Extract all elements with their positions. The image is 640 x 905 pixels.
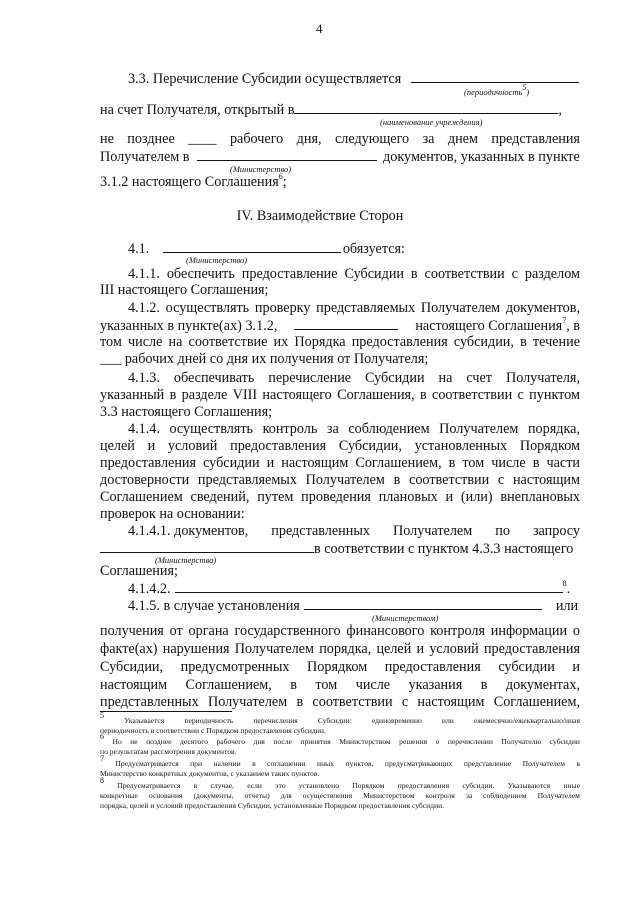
clause-4-1-4-line-2: целей и условий предоставления Субсидии, установленных Порядком (100, 438, 580, 454)
clause-4-1-3-line-2: указанный в разделе VIII настоящего Соглашения, в соответствии с пунктом (100, 387, 580, 403)
ministry-caption: (Министерство) (186, 255, 248, 265)
footnote-7-line-1: $^7$ Предусматривается при наличии в соглашении иных пунктов, предусматривающих представление Получателем в (100, 754, 580, 768)
section-heading: IV. Взаимодействие Сторон (236, 208, 404, 224)
clause-4-1-2-line-2: указанных в пункте(ах) 3.1.2, настоящего Соглашения$^7$, в (100, 316, 580, 334)
clause-4-1-5-line-1: 4.1.5. в случае установления или (128, 598, 579, 614)
ministry-blank (163, 240, 341, 253)
clause-4-1-4-line-3: предоставления субсидии и настоящим Соглашением, в том числе в части (100, 455, 580, 471)
clause-4-1-5-line-4: Субсидии, предусмотренных Порядком предоставления субсидии и (100, 659, 580, 675)
footnote-6-line-1: $^6$ Но не позднее десятого рабочего дня после принятия Министерством решения о перечислении Получателю субсидии (100, 732, 580, 746)
footnote-8-line-2: конкретные основания (документы, отчеты) для осуществления Министерством контроля за соблюдением Получателем (100, 791, 580, 800)
clause-4-1-1-line-2: III настоящего Соглашения; (100, 282, 269, 298)
clause-4-1-4-2: 4.1.4.2. $^8$. (128, 579, 571, 597)
footnote-8-line-3: порядка, целей и условий предоставления Субсидии, установленные Порядком предоставления субсидии. (100, 801, 445, 810)
ministry-caption: (Министерством) (372, 613, 439, 623)
clause-4-1-2-line-3: том числе на соответствие их Порядка предоставления субсидии, в течение (100, 334, 580, 350)
clause-4-1-3-line-3: 3.3 настоящего Соглашения; (100, 404, 273, 420)
clause-4-1-4-1-line-2: в соответствии с пунктом 4.3.3 настоящего (100, 540, 573, 558)
section-3-3-line-2: на счет Получателя, открытый в , (100, 102, 562, 118)
footnote-5-line-1: $^5$ Указывается периодичность перечисления Субсидии: единовременно или ежемесячно/ежеквартально/иная (100, 711, 581, 725)
grounds-blank (175, 580, 563, 593)
clause-4-1-3-line-1: 4.1.3. обеспечивать перечисление Субсидии на счет Получателя, (128, 370, 580, 386)
clause-4-1-4-line-6: проверок на основании: (100, 506, 245, 522)
clause-4-1-2-line-1: 4.1.2. осуществлять проверку представляемых Получателем документов, (128, 300, 580, 316)
footnote-8-line-1: $^8$ Предусматривается в случае, если это установлено Порядком предоставления субсидии. Указываются иные (100, 776, 580, 790)
clause-4-1-4-line-1: 4.1.4. осуществлять контроль за соблюдением Получателем порядка, (128, 421, 580, 437)
section-3-3-line-3: не позднее ____ рабочего дня, следующего за днем представления (100, 131, 580, 147)
section-3-3-text: 3.3. Перечисление Субсидии осуществляется (128, 71, 402, 87)
clause-4-1-5-line-2: получения от органа государственного финансового контроля информации о (100, 623, 580, 639)
section-3-3-line-1 (128, 70, 579, 88)
clause-4-1-5-line-5: настоящим Соглашением, в том числе указания в документах, (100, 677, 580, 693)
clause-4-1-2-line-4: ___ рабочих дней со дня их получения от Получателя; (100, 351, 429, 367)
clause-4-1: 4.1. обязуется: (128, 241, 405, 257)
clause-4-1-5-line-6: представленных Получателем в соответствии с настоящим Соглашением, (100, 694, 580, 710)
periodicity-caption: (периодичность$^5$) (464, 83, 530, 97)
clause-4-1-4-line-4: достоверности представляемых Получателем в соответствии с настоящим (100, 472, 580, 488)
items-blank (294, 317, 398, 330)
footnote-6-line-2: по результатам рассмотрения документов. (100, 747, 237, 756)
institution-blank (294, 101, 558, 114)
institution-caption: (наименование учреждения) (380, 117, 483, 127)
clause-4-1-4-line-5: Соглашением сведений, путем проведения плановых и (или) внеплановых (100, 489, 580, 505)
section-3-3-line-4: Получателем в документов, указанных в пункте (100, 149, 580, 165)
section-3-3-line-5: 3.1.2 настоящего Соглашения$^6$; (100, 172, 287, 190)
footnote-7-line-2: Министерство конкретных документов, с указанием таких пунктов. (100, 769, 320, 778)
clause-4-1-5-line-3: факте(ах) нарушения Получателем порядка, целей и условий предоставления (100, 641, 580, 657)
clause-4-1-1-line-1: 4.1.1. обеспечить предоставление Субсидии в соответствии с разделом (128, 266, 580, 282)
ministry-blank (304, 597, 542, 610)
ministry-caption: (Министерство) (230, 164, 292, 174)
clause-4-1-4-1-line-1: 4.1.4.1. документов, представленных Получателем по запросу (128, 523, 580, 539)
ministry-blank (197, 148, 377, 161)
footnote-5-line-2: периодичность в соответствии с Порядком предоставления субсидии. (100, 726, 326, 735)
ministry-caption: (Министерства) (155, 555, 217, 565)
clause-4-1-4-1-line-3: Соглашения; (100, 563, 178, 579)
page-number: 4 (316, 21, 323, 36)
footnote-separator (100, 711, 232, 712)
ministry-blank (100, 540, 314, 553)
periodicity-blank (411, 70, 579, 83)
